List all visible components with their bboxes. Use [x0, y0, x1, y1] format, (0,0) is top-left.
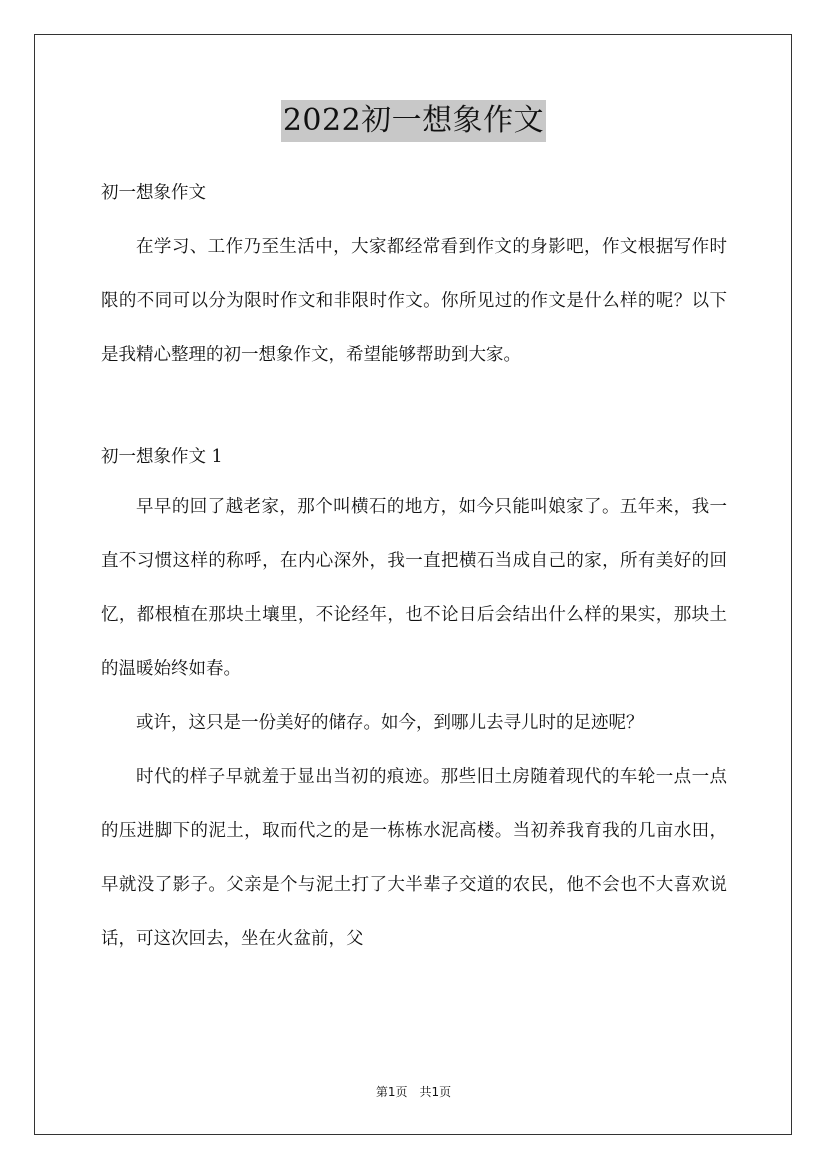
- document-title: 2022初一想象作文: [281, 100, 546, 142]
- page-footer: 第1页 共1页: [375, 1085, 452, 1099]
- section1-paragraph-1: 早早的回了越老家，那个叫横石的地方，如今只能叫娘家了。五年来，我一直不习惯这样的称呼，在内心深外，我一直把横石当成自己的家，所有美好的回忆，都根植在那块土壤里，不论经年，也不论日后会结出什么样的果实，那块土的温暖始终如春。: [101, 497, 727, 679]
- section1-paragraph-3: 时代的样子早就羞于显出当初的痕迹。那些旧土房随着现代的车轮一点一点的压进脚下的泥土，取而代之的是一栋栋水泥高楼。当初养我育我的几亩水田，早就没了影子。父亲是个与泥土打了大半辈子交道的农民，他不会也不大喜欢说话，可这次回去，坐在火盆前，父: [101, 767, 727, 949]
- section1-heading: 初一想象作文 1: [101, 447, 223, 467]
- document-body: [101, 170, 727, 966]
- section-spacer: [101, 382, 727, 434]
- intro-paragraph: 在学习、工作乃至生活中，大家都经常看到作文的身影吧，作文根据写作时限的不同可以分为限时作文和非限时作文。你所见过的作文是什么样的呢？以下是我精心整理的初一想象作文，希望能够帮助到大家。: [101, 237, 727, 365]
- section1-paragraph-2: 或许，这只是一份美好的储存。如今，到哪儿去寻儿时的足迹呢？: [136, 713, 644, 733]
- intro-heading: 初一想象作文: [101, 183, 206, 203]
- title-container: [0, 100, 827, 142]
